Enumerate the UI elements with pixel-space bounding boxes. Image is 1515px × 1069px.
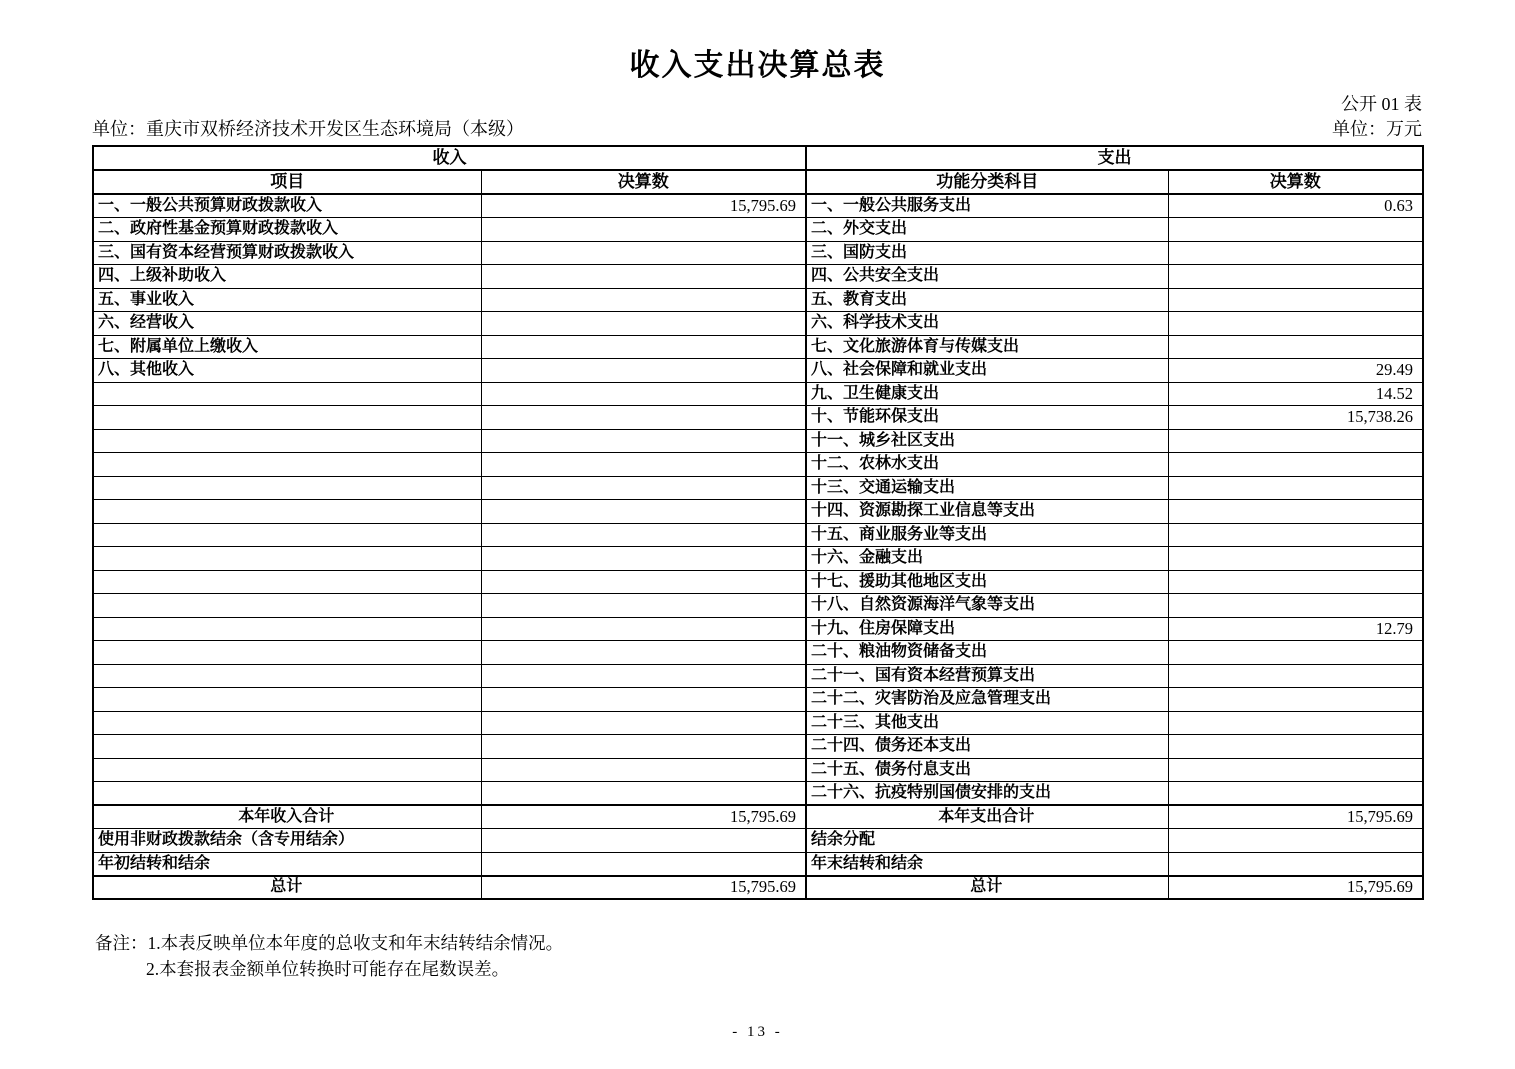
expense-amount-cell [1168, 852, 1423, 876]
income-item-cell [93, 782, 481, 806]
table-row [93, 758, 1423, 782]
notes [95, 930, 1422, 982]
table-row [93, 453, 1423, 477]
income-section-header: 收入 [93, 146, 806, 170]
expense-item-cell: 二十六、抗疫特别国债安排的支出 [806, 782, 1168, 806]
income-amount-cell [481, 359, 806, 383]
income-amount-cell [481, 711, 806, 735]
income-item-cell: 八、其他收入 [93, 359, 481, 383]
income-amount-cell [481, 476, 806, 500]
income-amount-cell [481, 570, 806, 594]
income-amount-cell [481, 547, 806, 571]
income-item-cell [93, 641, 481, 665]
table-row [93, 711, 1423, 735]
col-header-expense-item: 功能分类科目 [806, 170, 1168, 194]
expense-item-cell: 十七、援助其他地区支出 [806, 570, 1168, 594]
income-amount-cell: 15,795.69 [481, 805, 806, 829]
table-row [93, 782, 1423, 806]
expense-item-cell: 二十三、其他支出 [806, 711, 1168, 735]
income-item-cell [93, 688, 481, 712]
expense-amount-cell [1168, 641, 1423, 665]
table-body [93, 194, 1423, 899]
income-item-cell [93, 570, 481, 594]
table-row [93, 617, 1423, 641]
expense-amount-cell [1168, 453, 1423, 477]
summary-row [93, 852, 1423, 876]
expense-item-cell: 二十五、债务付息支出 [806, 758, 1168, 782]
table-row [93, 218, 1423, 242]
expense-item-cell: 三、国防支出 [806, 241, 1168, 265]
expense-item-cell: 二、外交支出 [806, 218, 1168, 242]
table-row [93, 664, 1423, 688]
income-amount-cell [481, 312, 806, 336]
income-item-cell [93, 476, 481, 500]
table-row [93, 570, 1423, 594]
expense-item-cell: 十六、金融支出 [806, 547, 1168, 571]
expense-amount-cell: 15,795.69 [1168, 805, 1423, 829]
table-row [93, 641, 1423, 665]
income-amount-cell [481, 688, 806, 712]
income-item-cell: 七、附属单位上缴收入 [93, 335, 481, 359]
income-amount-cell [481, 829, 806, 853]
section-header-row [93, 146, 1423, 170]
summary-row [93, 876, 1423, 900]
expense-item-cell: 五、教育支出 [806, 288, 1168, 312]
expense-amount-cell [1168, 711, 1423, 735]
income-item-cell [93, 406, 481, 430]
table-row [93, 735, 1423, 759]
expense-section-header: 支出 [806, 146, 1423, 170]
table-row [93, 288, 1423, 312]
income-item-cell: 年初结转和结余 [93, 852, 481, 876]
income-item-cell [93, 382, 481, 406]
income-amount-cell [481, 335, 806, 359]
col-header-expense-amount: 决算数 [1168, 170, 1423, 194]
income-item-cell [93, 617, 481, 641]
expense-amount-cell [1168, 218, 1423, 242]
expense-amount-cell [1168, 429, 1423, 453]
page-number: - 13 - [732, 1024, 783, 1040]
income-item-cell [93, 500, 481, 524]
col-header-income-amount: 决算数 [481, 170, 806, 194]
expense-amount-cell [1168, 594, 1423, 618]
table-row [93, 406, 1423, 430]
income-amount-cell [481, 735, 806, 759]
expense-amount-cell: 0.63 [1168, 194, 1423, 218]
note-text-1: 1.本表反映单位本年度的总收支和年末结转结余情况。 [147, 933, 564, 953]
income-amount-cell [481, 453, 806, 477]
expense-item-cell: 二十一、国有资本经营预算支出 [806, 664, 1168, 688]
income-item-cell: 本年收入合计 [93, 805, 481, 829]
expense-item-cell: 十二、农林水支出 [806, 453, 1168, 477]
summary-row [93, 829, 1423, 853]
table-row [93, 476, 1423, 500]
expense-amount-cell [1168, 782, 1423, 806]
income-amount-cell [481, 382, 806, 406]
income-amount-cell [481, 288, 806, 312]
expense-amount-cell [1168, 312, 1423, 336]
note-line-1 [95, 930, 1422, 956]
expense-amount-cell: 14.52 [1168, 382, 1423, 406]
expense-amount-cell [1168, 335, 1423, 359]
expense-item-cell: 十一、城乡社区支出 [806, 429, 1168, 453]
income-amount-cell [481, 782, 806, 806]
income-item-cell [93, 664, 481, 688]
income-item-cell [93, 429, 481, 453]
expense-amount-cell [1168, 547, 1423, 571]
expense-amount-cell [1168, 288, 1423, 312]
table-row [93, 688, 1423, 712]
table-code: 公开 01 表 [1341, 94, 1422, 114]
column-header-row [93, 170, 1423, 194]
income-amount-cell [481, 429, 806, 453]
table-row [93, 194, 1423, 218]
income-item-cell: 使用非财政拨款结余（含专用结余） [93, 829, 481, 853]
table-row [93, 382, 1423, 406]
income-amount-cell [481, 265, 806, 289]
expense-item-cell: 六、科学技术支出 [806, 312, 1168, 336]
income-amount-cell [481, 594, 806, 618]
income-amount-cell [481, 523, 806, 547]
expense-item-cell: 十八、自然资源海洋气象等支出 [806, 594, 1168, 618]
expense-item-cell: 一、一般公共服务支出 [806, 194, 1168, 218]
table-row [93, 594, 1423, 618]
expense-amount-cell [1168, 570, 1423, 594]
table-row [93, 265, 1423, 289]
notes-label: 备注： [95, 933, 148, 953]
table-row [93, 547, 1423, 571]
expense-amount-cell [1168, 241, 1423, 265]
summary-row [93, 805, 1423, 829]
income-amount-cell [481, 406, 806, 430]
expense-amount-cell [1168, 476, 1423, 500]
note-text-2: 2.本套报表金额单位转换时可能存在尾数误差。 [146, 959, 510, 979]
col-header-income-item: 项目 [93, 170, 481, 194]
expense-item-cell: 结余分配 [806, 829, 1168, 853]
table-row [93, 429, 1423, 453]
income-item-cell [93, 453, 481, 477]
expense-item-cell: 七、文化旅游体育与传媒支出 [806, 335, 1168, 359]
table-row [93, 335, 1423, 359]
income-item-cell: 二、政府性基金预算财政拨款收入 [93, 218, 481, 242]
expense-item-cell: 十、节能环保支出 [806, 406, 1168, 430]
income-amount-cell [481, 641, 806, 665]
income-item-cell [93, 547, 481, 571]
table-row [93, 241, 1423, 265]
expense-item-cell: 十四、资源勘探工业信息等支出 [806, 500, 1168, 524]
expense-item-cell: 二十二、灾害防治及应急管理支出 [806, 688, 1168, 712]
expense-item-cell: 十三、交通运输支出 [806, 476, 1168, 500]
expense-item-cell: 十九、住房保障支出 [806, 617, 1168, 641]
table-row [93, 312, 1423, 336]
expense-item-cell: 本年支出合计 [806, 805, 1168, 829]
expense-amount-cell [1168, 265, 1423, 289]
expense-item-cell: 四、公共安全支出 [806, 265, 1168, 289]
income-amount-cell [481, 218, 806, 242]
table-row [93, 500, 1423, 524]
unit-currency: 单位：万元 [1332, 119, 1422, 139]
income-item-cell [93, 594, 481, 618]
expense-item-cell: 二十、粮油物资储备支出 [806, 641, 1168, 665]
income-amount-cell [481, 617, 806, 641]
table-row [93, 359, 1423, 383]
income-item-cell: 一、一般公共预算财政拨款收入 [93, 194, 481, 218]
income-item-cell [93, 523, 481, 547]
income-amount-cell: 15,795.69 [481, 194, 806, 218]
income-item-cell: 五、事业收入 [93, 288, 481, 312]
income-item-cell: 四、上级补助收入 [93, 265, 481, 289]
expense-amount-cell [1168, 829, 1423, 853]
expense-amount-cell: 15,738.26 [1168, 406, 1423, 430]
income-expense-table [92, 145, 1424, 900]
table-row [93, 523, 1423, 547]
expense-amount-cell [1168, 735, 1423, 759]
expense-amount-cell: 29.49 [1168, 359, 1423, 383]
income-item-cell: 三、国有资本经营预算财政拨款收入 [93, 241, 481, 265]
income-amount-cell [481, 852, 806, 876]
expense-amount-cell [1168, 664, 1423, 688]
expense-amount-cell [1168, 758, 1423, 782]
unit-name: 单位：重庆市双桥经济技术开发区生态环境局（本级） [92, 119, 524, 139]
expense-amount-cell [1168, 688, 1423, 712]
note-line-2 [95, 956, 1422, 982]
expense-amount-cell: 15,795.69 [1168, 876, 1423, 900]
income-item-cell: 六、经营收入 [93, 312, 481, 336]
expense-item-cell: 二十四、债务还本支出 [806, 735, 1168, 759]
income-item-cell [93, 758, 481, 782]
income-amount-cell [481, 241, 806, 265]
income-amount-cell: 15,795.69 [481, 876, 806, 900]
expense-amount-cell [1168, 500, 1423, 524]
expense-amount-cell [1168, 523, 1423, 547]
income-item-cell [93, 711, 481, 735]
income-item-cell: 总计 [93, 876, 481, 900]
page-title: 收入支出决算总表 [629, 49, 886, 82]
expense-amount-cell: 12.79 [1168, 617, 1423, 641]
expense-item-cell: 年末结转和结余 [806, 852, 1168, 876]
expense-item-cell: 九、卫生健康支出 [806, 382, 1168, 406]
income-amount-cell [481, 500, 806, 524]
expense-item-cell: 十五、商业服务业等支出 [806, 523, 1168, 547]
income-amount-cell [481, 664, 806, 688]
expense-item-cell: 八、社会保障和就业支出 [806, 359, 1168, 383]
unit-row [92, 118, 1422, 140]
income-amount-cell [481, 758, 806, 782]
expense-item-cell: 总计 [806, 876, 1168, 900]
income-item-cell [93, 735, 481, 759]
